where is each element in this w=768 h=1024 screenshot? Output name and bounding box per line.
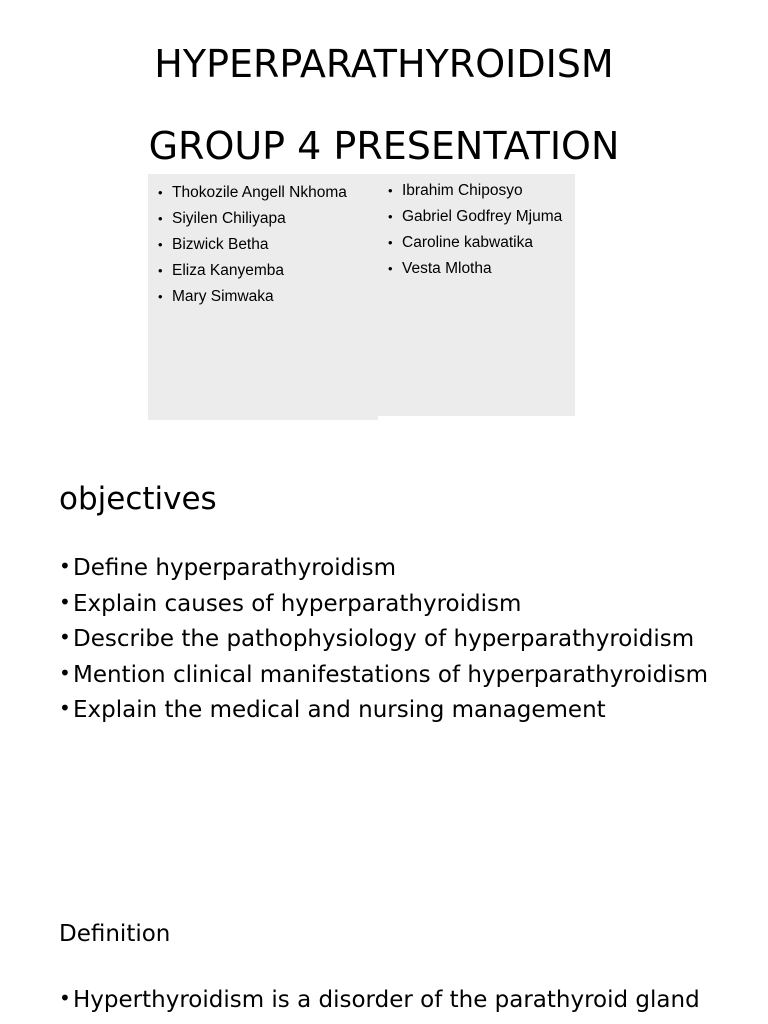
slide-subtitle: GROUP 4 PRESENTATION (148, 124, 620, 168)
member-item: • Caroline kabwatika (378, 232, 575, 253)
group-members-left-list (148, 174, 378, 307)
member-item: • Ibrahim Chiposyo (378, 180, 575, 201)
group-members-right-panel (378, 174, 575, 416)
definition-heading: Definition (59, 921, 171, 947)
definition-item: • Hyperthyroidism is a disorder of the parathyroid gland (59, 986, 739, 1015)
member-item: • Mary Simwaka (148, 286, 378, 307)
member-item: • Thokozile Angell Nkhoma (148, 182, 378, 203)
objective-item: • Describe the pathophysiology of hyperparathyroidism (59, 625, 739, 654)
objectives-heading: objectives (59, 481, 217, 517)
definition-list (59, 986, 739, 1022)
member-item: • Vesta Mlotha (378, 258, 575, 279)
group-members-left-panel (148, 174, 378, 420)
slide-title: HYPERPARATHYROIDISM (154, 42, 614, 86)
group-members-right-list (378, 174, 575, 279)
member-item: • Gabriel Godfrey Mjuma (378, 206, 575, 227)
objective-item: • Define hyperparathyroidism (59, 554, 739, 583)
objectives-list (59, 554, 739, 732)
member-item: • Bizwick Betha (148, 234, 378, 255)
member-item: • Eliza Kanyemba (148, 260, 378, 281)
objective-item: • Explain the medical and nursing management (59, 696, 739, 725)
objective-item: • Mention clinical manifestations of hyperparathyroidism (59, 661, 739, 690)
objective-item: • Explain causes of hyperparathyroidism (59, 590, 739, 619)
member-item: • Siyilen Chiliyapa (148, 208, 378, 229)
